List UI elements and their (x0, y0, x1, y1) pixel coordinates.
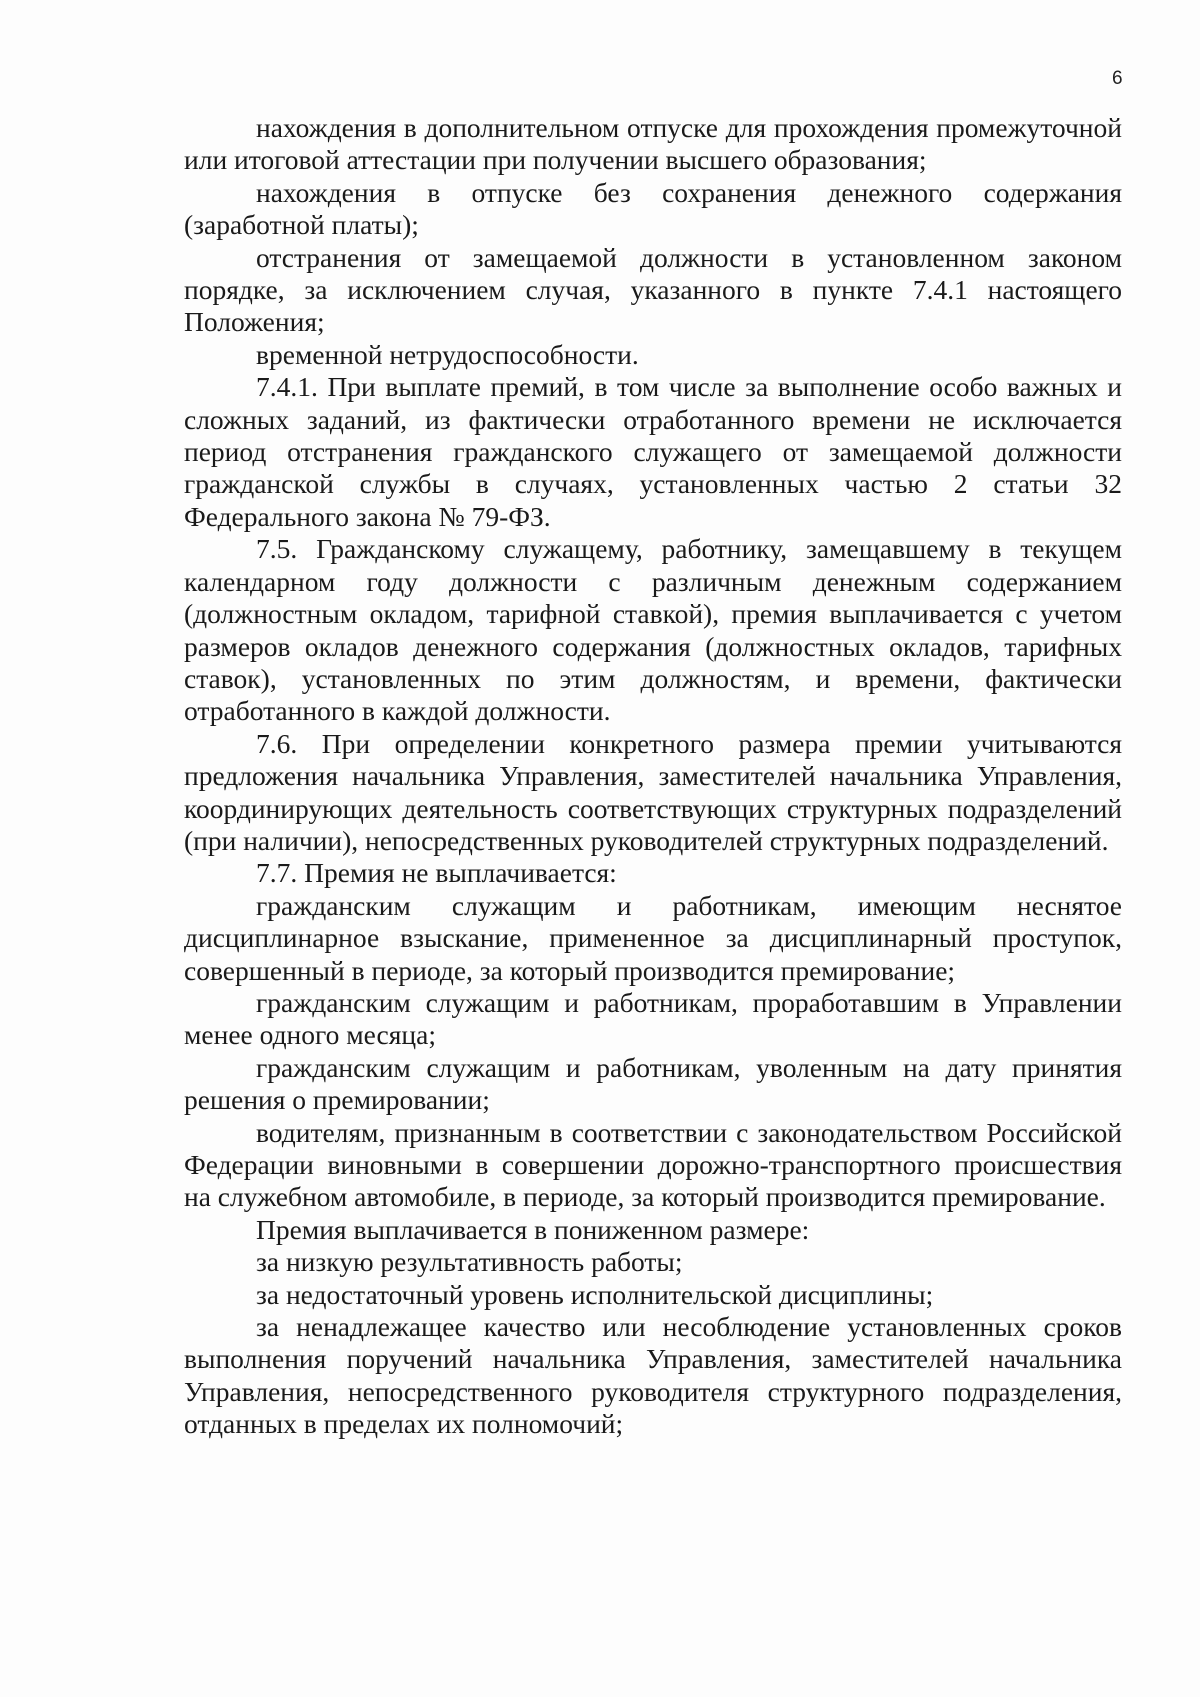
paragraph: временной нетрудоспособности. (256, 338, 639, 370)
paragraph: отстранения от замещаемой должности в установленном законом порядке, за исключением случая, указанного в пункте 7.4.1 настоящего Положения; (184, 241, 1122, 338)
paragraph: водителям, признанным в соответствии с законодательством Российской Федерации виновными в совершении дорожно-транспортного происшествия на служебном автомобиле, в периоде, за который производится премирование. (184, 1116, 1122, 1213)
paragraph: 7.7. Премия не выплачивается: (256, 857, 617, 889)
paragraph: нахождения в отпуске без сохранения денежного содержания (заработной платы); (184, 176, 1122, 241)
paragraph: 7.6. При определении конкретного размера премии учитываются предложения начальника Управления, заместителей начальника Управления, координирующих деятельность соответствующих структурных подразделений (при наличии), непосредственных руководителей структурных подразделений. (184, 727, 1122, 856)
paragraph: нахождения в дополнительном отпуске для прохождения промежуточной или итоговой аттестации при получении высшего образования; (184, 112, 1122, 176)
document-body (184, 112, 1122, 1441)
paragraph: за недостаточный уровень исполнительской дисциплины; (256, 1278, 934, 1310)
page-number: 6 (1112, 68, 1123, 89)
paragraph: гражданским служащим и работникам, проработавшим в Управлении менее одного месяца; (184, 986, 1122, 1051)
paragraph: гражданским служащим и работникам, имеющим неснятое дисциплинарное взыскание, примененное за дисциплинарный проступок, совершенный в периоде, за который производится премирование; (184, 889, 1122, 986)
paragraph: 7.4.1. При выплате премий, в том числе за выполнение особо важных и сложных заданий, из фактически отработанного времени не исключается период отстранения гражданского служащего от замещаемой должности гражданской службы в случаях, установленных частью 2 статьи 32 Федерального закона № 79-ФЗ. (184, 371, 1122, 532)
paragraph: гражданским служащим и работникам, уволенным на дату принятия решения о премировании; (184, 1051, 1122, 1116)
paragraph: 7.5. Гражданскому служащему, работнику, замещавшему в текущем календарном году должности с различным денежным содержанием (должностным окладом, тарифной ставкой), премия выплачивается с учетом размеров окладов денежного содержания (должностных окладов, тарифных ставок), установленных по этим должностям, и времени, фактически отработанного в каждой должности. (184, 533, 1122, 727)
paragraph: Премия выплачивается в пониженном размере: (256, 1213, 810, 1245)
paragraph: за низкую результативность работы; (256, 1246, 683, 1278)
paragraph: за ненадлежащее качество или несоблюдение установленных сроков выполнения поручений начальника Управления, заместителей начальника Управления, непосредственного руководителя структурного подразделения, отданных в пределах их полномочий; (184, 1311, 1122, 1440)
